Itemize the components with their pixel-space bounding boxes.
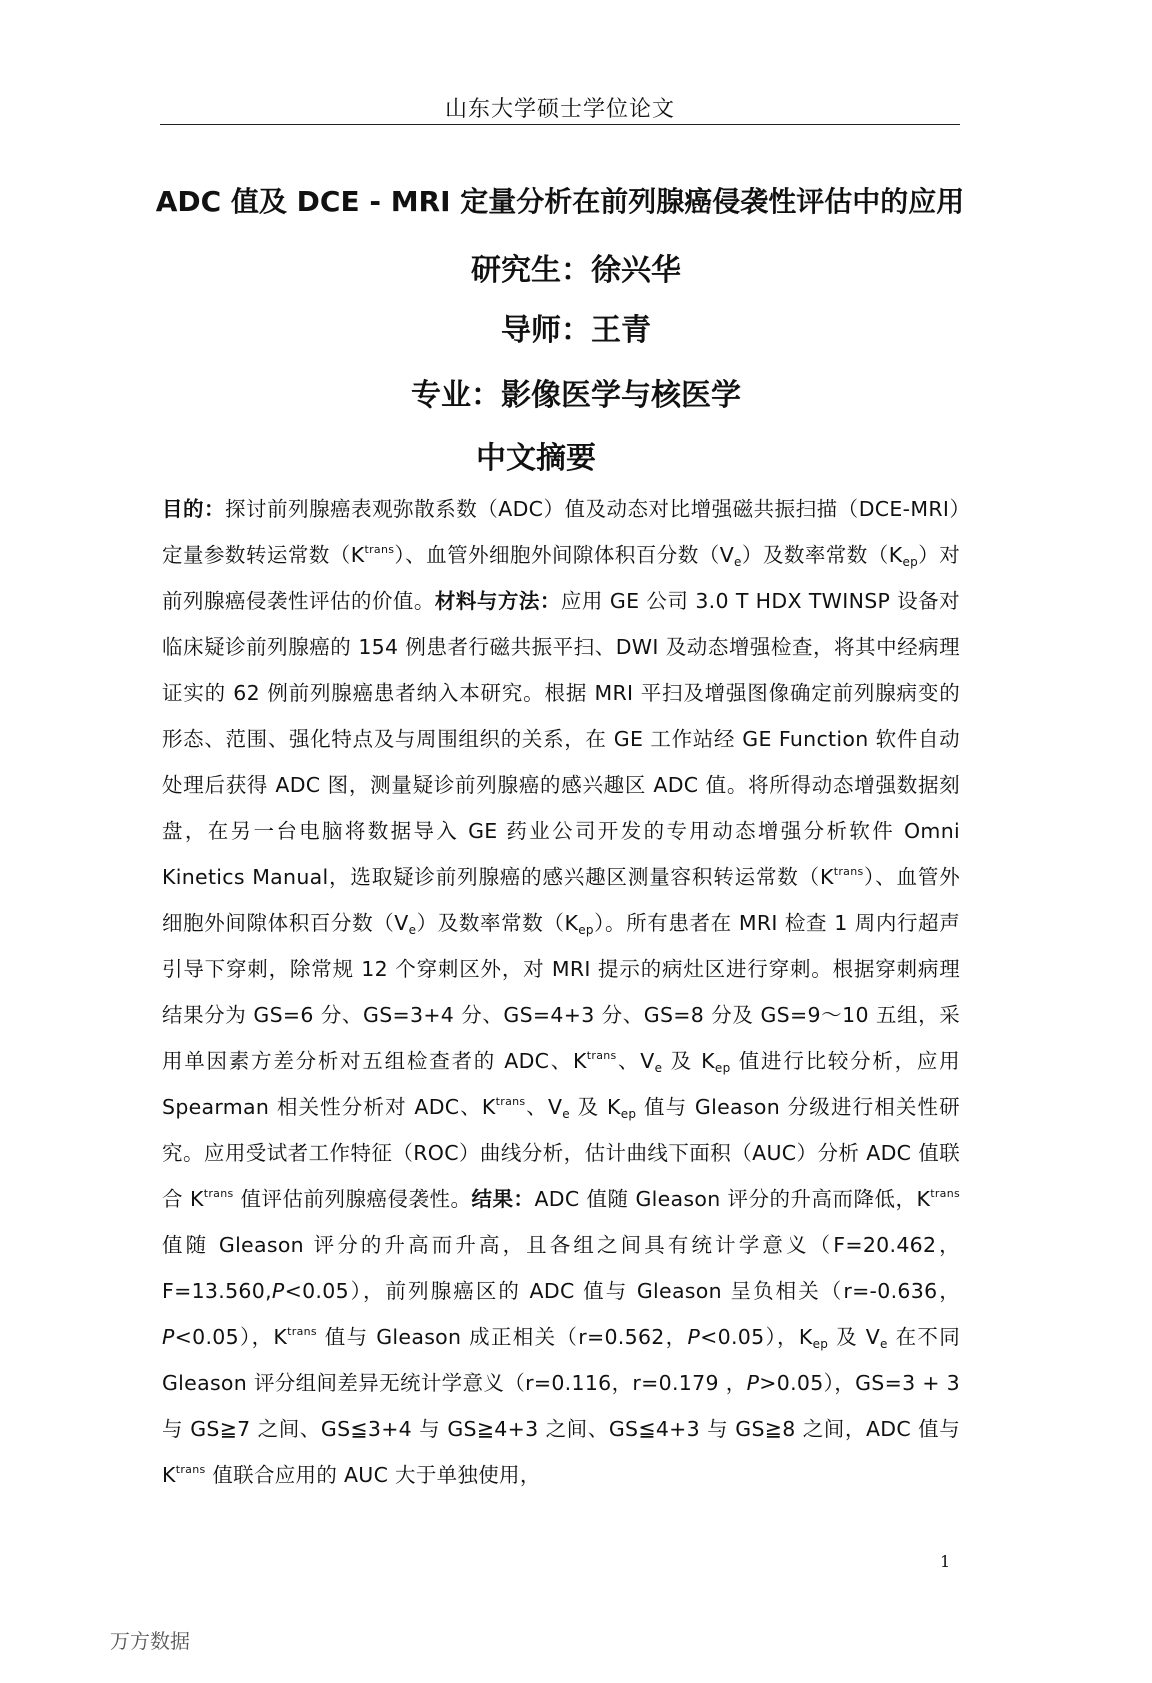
running-header: 山东大学硕士学位论文 bbox=[444, 97, 675, 122]
text-run: <0.05），K bbox=[700, 1325, 813, 1349]
superscript-trans: trans bbox=[586, 1049, 617, 1062]
page-number: 1 bbox=[940, 1552, 951, 1571]
major-field: 专业：影像医学与核医学 bbox=[411, 378, 741, 413]
superscript-trans: trans bbox=[364, 543, 395, 556]
superscript-trans: trans bbox=[833, 865, 864, 878]
subscript-ep: ep bbox=[902, 555, 919, 569]
text-run: 及 K bbox=[569, 1095, 621, 1119]
text-run: ）。所有患者在 MRI 检查 1 周内行超声引导下穿刺，除常规 12 个穿刺区外，对 MRI 提示的病灶区进行穿刺。根据穿刺病理结果分为 GS=6 分、GS=3+4 分、GS=4+3 分、GS=8 分及 GS=9～10 五组，采用单因素方差分析对五组检查者的 ADC、K bbox=[162, 911, 961, 1073]
subscript-ep: ep bbox=[812, 1337, 829, 1351]
text-run: ）对前列腺癌侵袭性评估的价值。 bbox=[162, 543, 961, 613]
text-run: 及 V bbox=[828, 1325, 881, 1349]
p-value-symbol: P bbox=[746, 1371, 760, 1395]
text-run: 值联合应用的 AUC 大于单独使用， bbox=[205, 1463, 541, 1487]
p-value-symbol: P bbox=[271, 1279, 285, 1303]
header-divider bbox=[160, 124, 960, 125]
subscript-ep: ep bbox=[620, 1107, 637, 1121]
subscript-e: e bbox=[880, 1337, 888, 1351]
text-run: 及 K bbox=[662, 1049, 715, 1073]
text-run: <0.05），K bbox=[174, 1325, 288, 1349]
methods-label: 材料与方法： bbox=[434, 589, 561, 613]
superscript-trans: trans bbox=[287, 1325, 317, 1338]
results-label: 结果： bbox=[471, 1187, 535, 1211]
text-run: 值与 Gleason 成正相关（r=0.562， bbox=[316, 1325, 688, 1349]
text-run: 、V bbox=[616, 1049, 655, 1073]
subscript-e: e bbox=[734, 555, 742, 569]
thesis-title: ADC 值及 DCE - MRI 定量分析在前列腺癌侵袭性评估中的应用 bbox=[155, 185, 965, 218]
text-run: 应用 GE 公司 3.0 T HDX TWINSP 设备对临床疑诊前列腺癌的 154 例患者行磁共振平扫、DWI 及动态增强检查，将其中经病理证实的 62 例前列腺癌患者纳入本研究。根据 MRI 平扫及增强图像确定前列腺病变的形态、范围、强化特点及与周围组织的关系，在 GE 工作站经 GE Function 软件自动处理后获得 ADC 图，测量疑诊前列腺癌的感兴趣区 ADC 值。将所得动态增强数据刻盘，在另一台电脑将数据导入 GE 药业公司开发的专用动态增强分析软件 Omni Kinetics Manual，选取疑诊前列腺癌的感兴趣区测量容积转运常数（K bbox=[162, 589, 960, 889]
superscript-trans: trans bbox=[495, 1095, 526, 1108]
text-run: ADC 值随 Gleason 评分的升高而降低，K bbox=[534, 1187, 931, 1211]
text-run: 值进行比较分析，应用 Spearman 相关性分析对 ADC、K bbox=[162, 1049, 960, 1119]
superscript-trans: trans bbox=[930, 1187, 960, 1200]
subscript-ep: ep bbox=[714, 1061, 731, 1075]
subscript-e: e bbox=[408, 923, 417, 937]
section-title: 中文摘要 bbox=[476, 441, 596, 476]
watermark-text: 万方数据 bbox=[110, 1629, 190, 1653]
text-run: ）、血管外细胞外间隙体积百分数（V bbox=[394, 543, 735, 567]
abstract-paragraph bbox=[162, 486, 960, 1498]
p-value-symbol: P bbox=[162, 1325, 175, 1349]
text-run: ）、血管外细胞外间隙体积百分数（V bbox=[162, 865, 960, 935]
superscript-trans: trans bbox=[175, 1463, 206, 1476]
text-run: 探讨前列腺癌表观弥散系数（ADC）值及动态对比增强磁共振扫描（DCE-MRI）定量参数转运常数（K bbox=[162, 497, 960, 567]
text-run: >0.05），GS=3 + 3 与 GS≧7 之间、GS≦3+4 与 GS≧4+3 之间、GS≦4+3 与 GS≧8 之间，ADC 值与 K bbox=[162, 1371, 960, 1487]
text-run: 值与 Gleason 分级进行相关性研究。应用受试者工作特征（ROC）曲线分析，估计曲线下面积（AUC）分析 ADC 值联合 K bbox=[162, 1095, 960, 1211]
text-run: 值随 Gleason 评分的升高而升高，且各组之间具有统计学意义（F=20.462，F=13.560, bbox=[162, 1233, 960, 1303]
superscript-trans: trans bbox=[203, 1187, 234, 1200]
advisor-name: 导师：王青 bbox=[501, 313, 651, 348]
text-run: 、V bbox=[525, 1095, 563, 1119]
text-run: ）及数率常数（K bbox=[741, 543, 903, 567]
text-run: ）及数率常数（K bbox=[416, 911, 579, 935]
abstract-body bbox=[162, 486, 960, 1498]
p-value-symbol: P bbox=[687, 1325, 701, 1349]
text-run: 在不同 Gleason 评分组间差异无统计学意义（r=0.116，r=0.179 ， bbox=[162, 1325, 961, 1395]
objective-label: 目的： bbox=[162, 497, 226, 521]
subscript-e: e bbox=[654, 1061, 663, 1075]
subscript-ep: ep bbox=[578, 923, 594, 937]
subscript-e: e bbox=[562, 1107, 570, 1121]
text-run: 值评估前列腺癌侵袭性。 bbox=[233, 1187, 472, 1211]
student-name: 研究生：徐兴华 bbox=[471, 253, 681, 288]
text-run: <0.05），前列腺癌区的 ADC 值与 Gleason 呈负相关（r=-0.636， bbox=[284, 1279, 960, 1303]
